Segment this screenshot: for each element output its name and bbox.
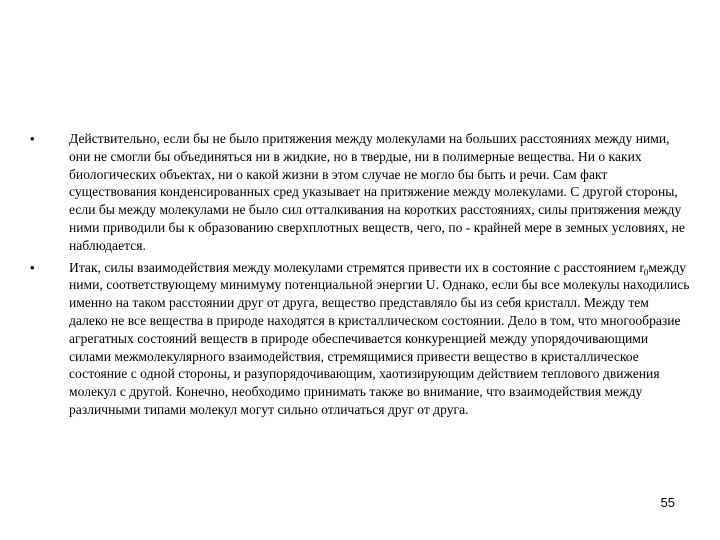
bullet-list — [30, 130, 690, 423]
paragraph-text: Действительно, если бы не было притяжения между молекулами на больших расстояниях между ними, они не смогли бы объединяться ни в жидкие, но в твердые, ни в полимерные вещества. Ни о каких биологических объектах, ни о какой жизни в этом случае не могло бы быть и речи. Сам факт существования конденсированных сред указывает на притяжение между молекулами. С другой стороны, если бы между молекулами не было сил отталкивания на коротких расстояниях, силы притяжения между ними приводили бы к образованию сверхплотных веществ, чего, по - крайней мере в земных условиях, не наблюдается. — [69, 131, 685, 253]
bullet-icon: • — [30, 131, 35, 146]
page-number: 55 — [660, 495, 675, 510]
paragraph-text-start: Итак, силы взаимодействия между молекулами стремятся привести их в состояние с расстоянием r — [69, 259, 644, 275]
bullet-item-1 — [30, 130, 690, 255]
paragraph-text-end: между ними, соответствующему минимуму потенциальной энергии U. Однако, если бы все молекулы находились именно на таком расстоянии друг от друга, вещество представляло бы из себя кристалл. Между тем далеко не все вещества в природе находятся в кристаллическом состоянии. Дело в том, что многообразие агрегатных состояний веществ в природе обеспечивается конкуренцией между упорядочивающими силами межмолекулярного взаимодействия, стремящимися привести вещество в кристаллическое состояние с одной стороны, и разупорядочивающим, хаотизирующим действием теплового движения молекул с другой. Конечно, необходимо принимать также во внимание, что взаимодействия между различными типами молекул могут сильно отличаться друг от друга. — [69, 259, 690, 417]
bullet-item-2 — [30, 259, 690, 419]
bullet-icon: • — [30, 259, 35, 275]
subscript-zero: 0 — [643, 267, 649, 278]
